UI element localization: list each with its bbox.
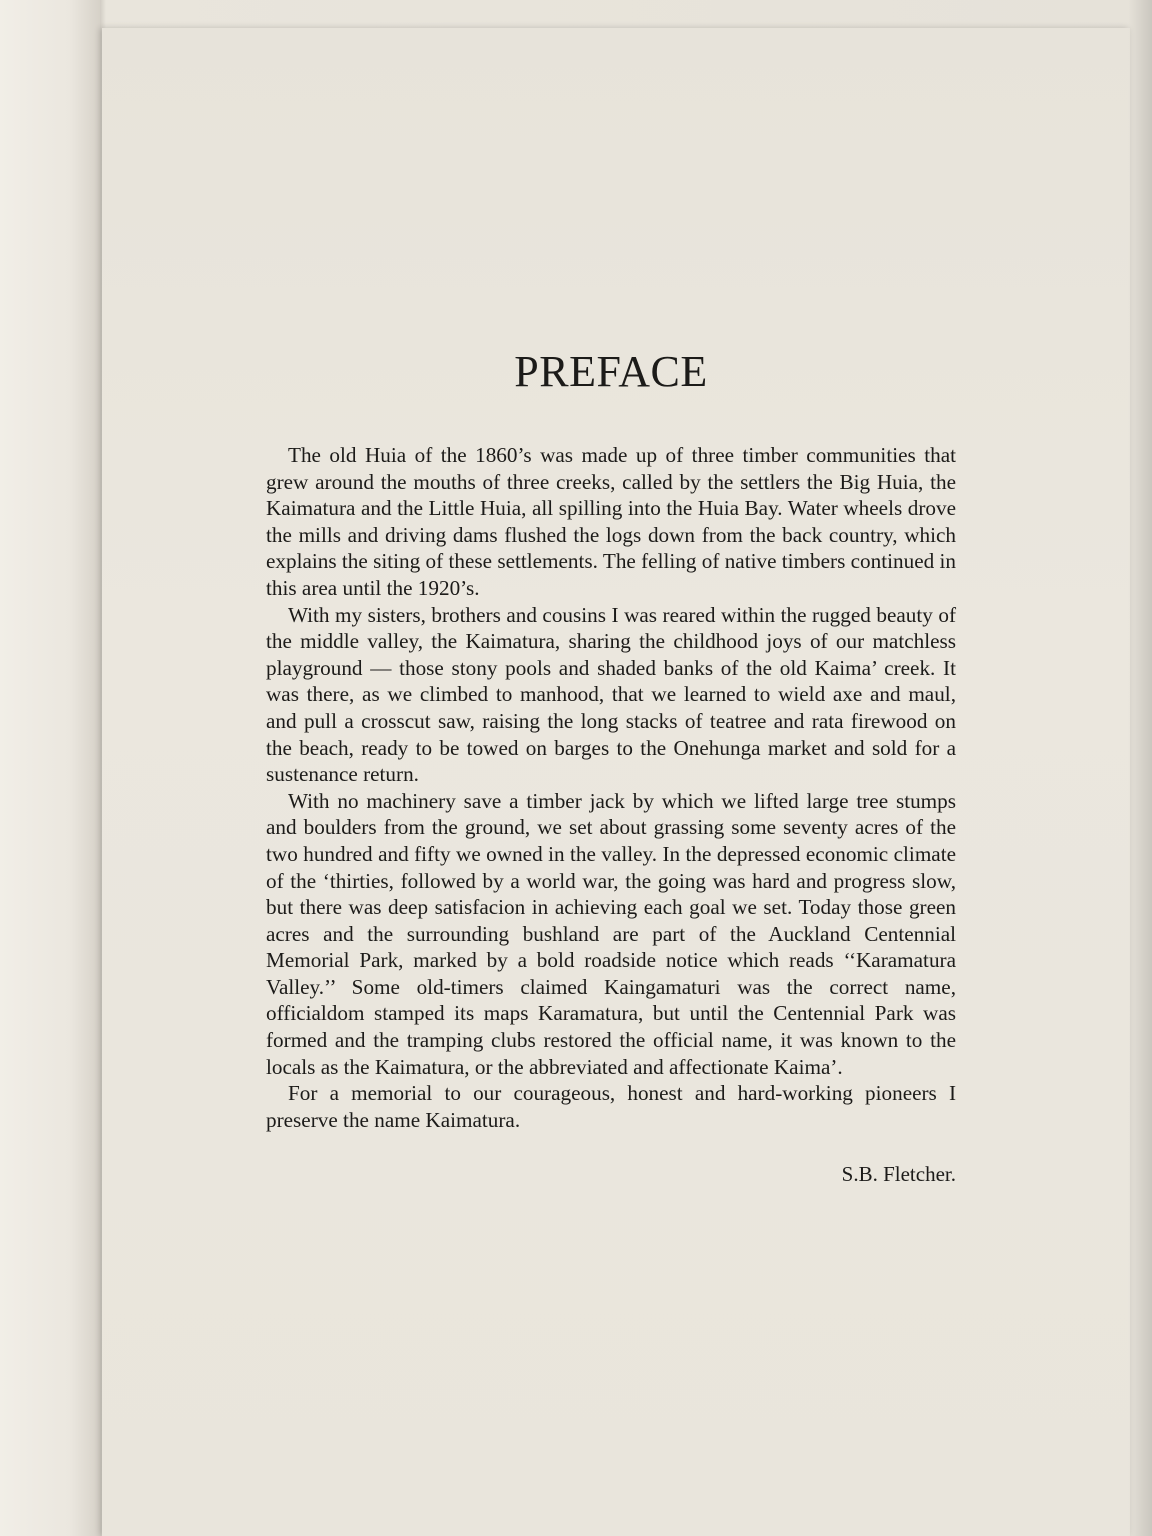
right-edge-shadow bbox=[1128, 0, 1152, 1536]
book-page bbox=[102, 28, 1130, 1536]
preface-paragraph-2: With my sisters, brothers and cousins I was reared within the rugged beauty of the middle valley, the Kaimatura, sharing the childhood joys of our matchless playground — those stony pools and shaded banks of the old Kaima’ creek. It was there, as we climbed to manhood, that we learned to wield axe and maul, and pull a crosscut saw, raising the long stacks of teatree and rata firewood on the beach, ready to be towed on barges to the Onehunga market and sold for a sustenance return. bbox=[266, 602, 956, 787]
page-content bbox=[266, 347, 956, 1187]
left-page-edge bbox=[0, 0, 100, 1536]
author-signature: S.B. Fletcher. bbox=[841, 1162, 956, 1187]
preface-paragraph-3: With no machinery save a timber jack by which we lifted large tree stumps and boulders from the ground, we set about grassing some seventy acres of the two hundred and fifty we owned in the valley. In the depressed economic climate of the ‘thirties, followed by a world war, the going was hard and progress slow, but there was deep satisfacion in achieving each goal we set. Today those green acres and the surrounding bushland are part of the Auckland Centennial Memorial Park, marked by a bold roadside notice which reads ‘‘Karamatura Valley.’’ Some old-timers claimed Kaingamaturi was the correct name, officialdom stamped its maps Karamatura, but until the Centennial Park was formed and the tramping clubs restored the official name, it was known to the locals as the Kaimatura, or the abbreviated and affectionate Kaima’. bbox=[266, 788, 956, 1079]
preface-paragraph-1: The old Huia of the 1860’s was made up of three timber communities that grew around the mouths of three creeks, called by the settlers the Big Huia, the Kaimatura and the Little Huia, all spilling into the Huia Bay. Water wheels drove the mills and driving dams flushed the logs down from the back country, which explains the siting of these settlements. The felling of native timbers continued in this area until the 1920’s. bbox=[266, 443, 956, 600]
page-title: PREFACE bbox=[514, 347, 708, 396]
preface-paragraph-4: For a memorial to our courageous, honest and hard-working pioneers I preserve the name Kaimatura. bbox=[266, 1081, 956, 1132]
